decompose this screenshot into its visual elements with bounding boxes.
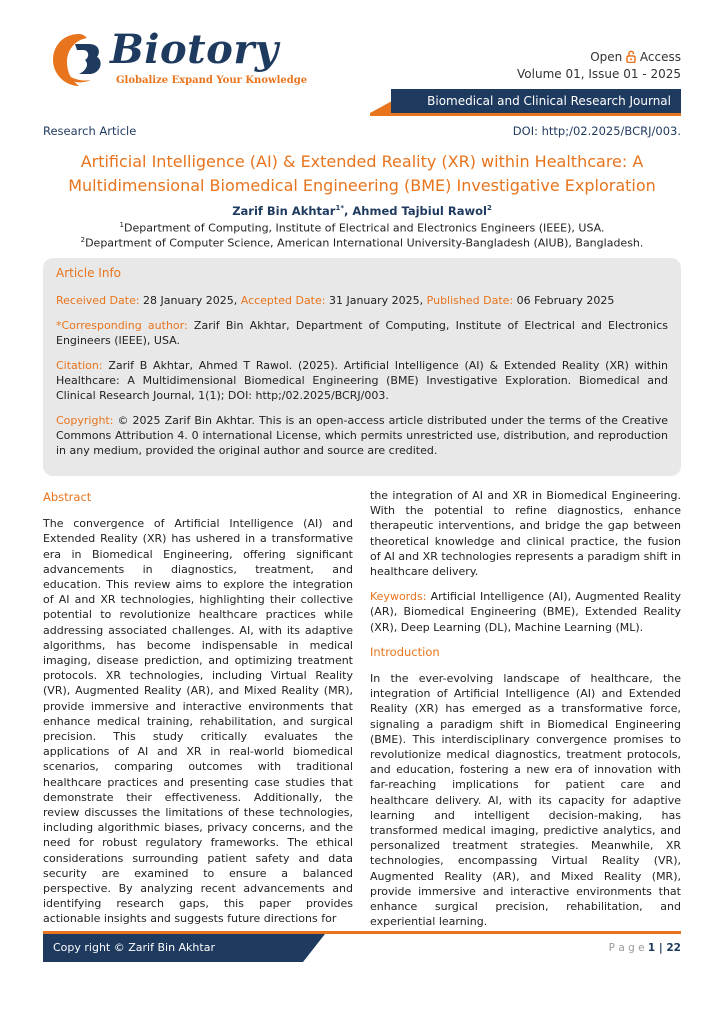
brand-name: Biotory — [110, 26, 279, 73]
author-2[interactable]: Ahmed Tajbiul Rawol — [352, 204, 487, 218]
copyright-label: Copyright: — [56, 414, 114, 427]
citation — [56, 358, 668, 403]
published-label: Published Date: — [426, 294, 514, 307]
author-1[interactable]: Zarif Bin Akhtar — [232, 204, 336, 218]
abstract-text: The convergence of Artificial Intelligence (AI) and Extended Reality (XR) has ushered in a transformative era in Biomedical Engineering, offering significant advancements in diagnostics, treatment, and education. This review aims to explore the integration of AI and XR technologies, highlighting their collective potential to revolutionize healthcare practices while addressing associated challenges. AI, with its adaptive algorithms, has become indispensable in medical imaging, disease prediction, and optimizing treatment protocols. XR technologies, including Virtual Reality (VR), Augmented Reality (AR), and Mixed Reality (MR), provide immersive and interactive environments that enhance medical training, rehabilitation, and surgical precision. This study critically evaluates the applications of AI and XR in real-world biomedical scenarios, comparing outcomes with traditional healthcare practices and presenting case studies that demonstrate their effectiveness. Additionally, the review discusses the limitations of these technologies, including algorithmic biases, privacy concerns, and the need for robust regulatory frameworks. The ethical considerations surrounding patient safety and data security are examined to ensure a balanced perspective. By analyzing recent advancements and identifying research gaps, this paper provides actionable insights and suggests future directions for — [43, 517, 353, 926]
open-access-prefix: Open — [590, 50, 623, 64]
header-wedge — [370, 101, 392, 113]
header-divider — [370, 113, 681, 116]
footer-copyright: Copy right © Zarif Bin Akhtar — [43, 934, 303, 962]
open-access-badge — [590, 49, 681, 65]
abstract-continued: the integration of AI and XR in Biomedical Engineering. With the potential to refine diagnostics, enhance therapeutic interventions, and bridge the gap between theoretical knowledge and clinical practice, the fusion of AI and XR technologies represents a paradigm shift in healthcare delivery. — [370, 489, 681, 579]
biotory-logo-icon — [49, 30, 109, 90]
author-list: Zarif Bin Akhtar$^{1*}$, Ahmed Tajbiul Rawol$^2$ — [232, 204, 492, 218]
affiliation-1 — [43, 221, 681, 235]
doi-link[interactable]: DOI: http;/02.2025/BCRJ/003. — [512, 124, 681, 138]
open-access-suffix: Access — [639, 50, 681, 64]
citation-label: Citation: — [56, 359, 103, 372]
keywords-text: Artificial Intelligence (AI), Augmented Reality (AR), Biomedical Engineering (BME), Extended Reality (XR), Deep Learning (DL), Machine Learning (ML). — [370, 590, 682, 634]
keywords — [370, 589, 681, 635]
right-column — [370, 488, 681, 939]
citation-text: Zarif B Akhtar, Ahmed T Rawol. (2025). Artificial Intelligence (AI) & Extended Reality (XR) within Healthcare: A Multidimensional Biomedical Engineering (BME) Investigative Exploration. Biomedical and Clinical Research Journal, 1(1); DOI: http;/02.2025/BCRJ/003. — [56, 359, 669, 402]
article-title: Artificial Intelligence (AI) & Extended Reality (XR) within Healthcare: A Multidimensional Biomedical Engineering (BME) Investigative Exploration — [68, 152, 656, 195]
author-1-sup: 1* — [335, 204, 344, 213]
affiliation-2-text: Department of Computer Science, American International University-Bangladesh (AIUB), Bangladesh. — [85, 236, 644, 250]
article-info-box — [43, 258, 681, 476]
journal-name: Biomedical and Clinical Research Journal — [391, 89, 681, 113]
copyright-text: © 2025 Zarif Bin Akhtar. This is an open-access article distributed under the terms of the Creative Commons Attribution 4. 0 international License, which permits unrestricted use, distribution, and reproduction in any medium, provided the original author and source are credited. — [56, 414, 668, 457]
introduction-text: In the ever-evolving landscape of healthcare, the integration of Artificial Intelligence (AI) and Extended Reality (XR) has emerged as a transformative force, signaling a paradigm shift in Biomedical Engineering (BME). This interdisciplinary convergence promises to revolutionize medical diagnostics, treatment protocols, and education, fostering a new era of innovation with far-reaching implications for patient care and healthcare delivery. AI, with its capacity for adaptive learning and intelligent decision-making, has transformed medical imaging, predictive analytics, and personalized treatment strategies. Meanwhile, XR technologies, encompassing Virtual Reality (VR), Augmented Reality (AR), and Mixed Reality (MR), provide immersive and interactive environments that enhance surgical precision, rehabilitation, and experiential learning. — [370, 672, 681, 929]
introduction-heading: Introduction — [370, 644, 440, 659]
dates-line — [56, 293, 668, 308]
affiliation-1-sup: 1 — [119, 221, 124, 229]
author-2-sup: 2 — [486, 204, 492, 213]
keywords-label: Keywords: — [370, 590, 427, 604]
abstract-heading: Abstract — [43, 490, 92, 504]
affiliation-2-sup: 2 — [80, 236, 86, 244]
page-label: P a g e — [608, 942, 645, 954]
open-lock-icon — [626, 50, 636, 63]
affiliation-1-text: Department of Computing, Institute of Electrical and Electronics Engineers (IEEE), USA. — [123, 221, 605, 235]
corresponding-label: *Corresponding author: — [56, 319, 188, 332]
received-label: Received Date: — [56, 294, 140, 307]
accepted-date: 31 January 2025, — [328, 294, 424, 307]
article-info-heading: Article Info — [56, 266, 122, 280]
article-type: Research Article — [43, 124, 137, 138]
page-number-value: 1 | 22 — [647, 942, 681, 954]
affiliation-2 — [43, 236, 681, 250]
accepted-label: Accepted Date: — [240, 294, 326, 307]
published-date: 06 February 2025 — [516, 294, 615, 307]
corresponding-text: Zarif Bin Akhtar, Department of Computing, Institute of Electrical and Electronics Engineers (IEEE), USA. — [56, 319, 668, 347]
corresponding-author — [56, 318, 668, 348]
left-column — [43, 490, 353, 937]
copyright — [56, 413, 668, 458]
brand-tagline: Globalize Expand Your Knowledge — [116, 75, 308, 86]
volume-info: Volume 01, Issue 01 - 2025 — [517, 67, 681, 81]
page-number — [609, 942, 681, 954]
received-date: 28 January 2025, — [143, 294, 238, 307]
footer-wedge — [303, 934, 325, 962]
